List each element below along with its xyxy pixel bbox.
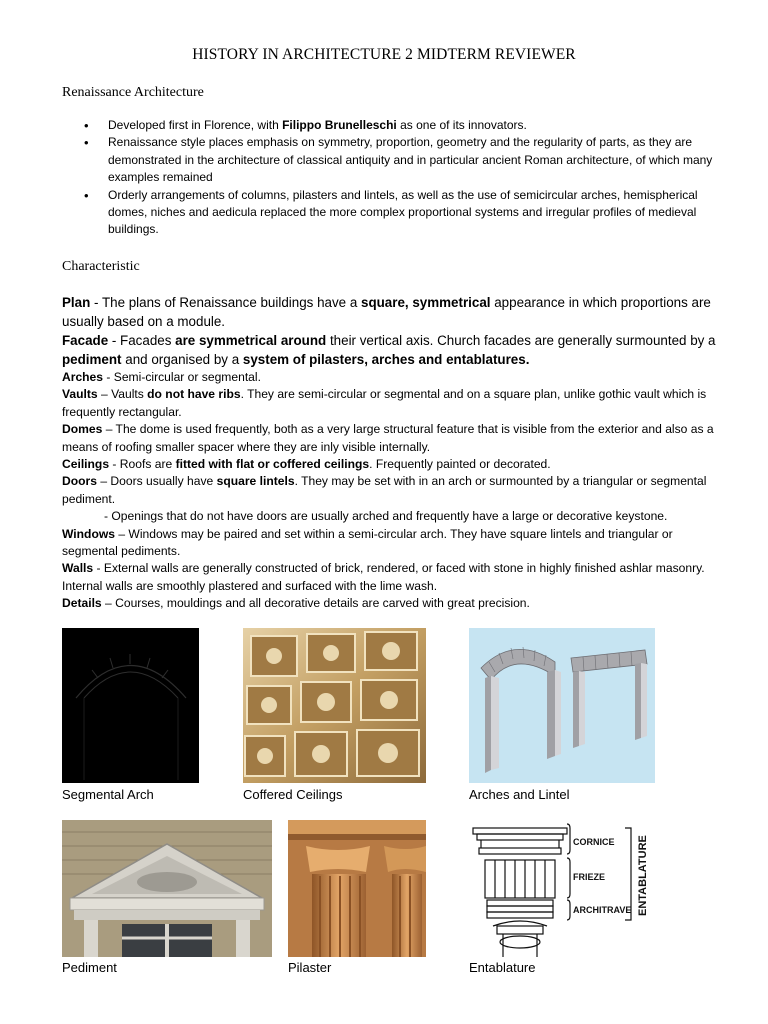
coffered-ceiling-image: [243, 628, 426, 783]
char-doors: Doors – Doors usually have square lintels. They may be set with in an arch or surmounted by a triangular or segmental pediment.: [62, 474, 707, 506]
caption-entablature: Entablature: [469, 960, 536, 975]
char-walls: Walls - External walls are generally constructed of brick, rendered, or faced with stone in highly finished ashlar masonry. Internal walls are smoothly plastered and surfaced with the lime wash.: [62, 561, 705, 593]
char-ceilings: Ceilings - Roofs are fitted with flat or coffered ceilings. Frequently painted or decorated.: [62, 457, 551, 472]
char-windows: Windows – Windows may be paired and set within a semi-circular arch. They have square lintels and triangular or segmental pediments.: [62, 526, 673, 559]
section-heading-characteristic: Characteristic: [62, 259, 140, 274]
arches-lintel-image: [469, 628, 655, 783]
char-arches: Arches - Semi-circular or segmental.: [62, 370, 261, 384]
coffered-ceiling-drawing: [243, 628, 426, 783]
frieze-label: FRIEZE: [573, 872, 606, 882]
bullet-item: • Orderly arrangements of columns, pilasters and lintels, as well as the use of semicircular arches, hemispherical domes, niches and aedicula replaced the more complex proportional systems and irregular profiles of medieval buildings.: [62, 187, 722, 239]
document-title: HISTORY IN ARCHITECTURE 2 MIDTERM REVIEWER: [192, 46, 576, 63]
section-heading-renaissance: Renaissance Architecture: [62, 85, 204, 100]
caption-coffered-ceilings: Coffered Ceilings: [243, 787, 343, 802]
cornice-label: CORNICE: [573, 837, 615, 847]
bullet-item: • Developed first in Florence, with Filippo Brunelleschi as one of its innovators.: [62, 117, 722, 134]
segmental-arch-image: [62, 628, 199, 783]
pediment-drawing: [62, 820, 272, 957]
caption-segmental-arch: Segmental Arch: [62, 787, 154, 802]
char-facade: Facade - Facades are symmetrical around their vertical axis. Church facades are generally surmounted by a pediment and organised by a system of pilasters, arches and entablatures.: [62, 333, 716, 367]
char-domes: Domes – The dome is used frequently, both as a very large structural feature that is visible from the exterior and also as a means of roofing smaller spacer where they are inly visible internally.: [62, 422, 714, 454]
char-vaults: Vaults – Vaults do not have ribs. They are semi-circular or segmental and on a square plan, unlike gothic vault which is frequently rectangular.: [62, 387, 707, 419]
characteristics-block: [62, 293, 722, 613]
entablature-drawing: [469, 820, 655, 957]
bullet-item: • Renaissance style places emphasis on symmetry, proportion, geometry and the regularity of parts, as they are demonstrated in the architecture of classical antiquity and in particular ancient Roman architecture, of which many examples remained: [62, 134, 722, 186]
caption-pilaster: Pilaster: [288, 960, 332, 975]
char-details: Details – Courses, mouldings and all decorative details are carved with great precision.: [62, 596, 530, 611]
pilaster-image: [288, 820, 426, 957]
bullet-list: [62, 117, 722, 239]
segmental-arch-drawing: [62, 628, 199, 783]
entablature-side-label: ENTABLATURE: [637, 835, 649, 916]
caption-pediment: Pediment: [62, 960, 117, 975]
arches-lintel-drawing: [469, 628, 655, 783]
caption-arches-lintel: Arches and Lintel: [469, 787, 570, 802]
char-plan: Plan - The plans of Renaissance buildings have a square, symmetrical appearance in which proportions are usually based on a module.: [62, 295, 711, 329]
entablature-image: [469, 820, 655, 957]
pilaster-drawing: [288, 820, 426, 957]
char-doors-openings: - Openings that do not have doors are usually arched and frequently have a large or decorative keystone.: [104, 509, 668, 524]
pediment-image: [62, 820, 272, 957]
architrave-label: ARCHITRAVE: [573, 905, 632, 915]
